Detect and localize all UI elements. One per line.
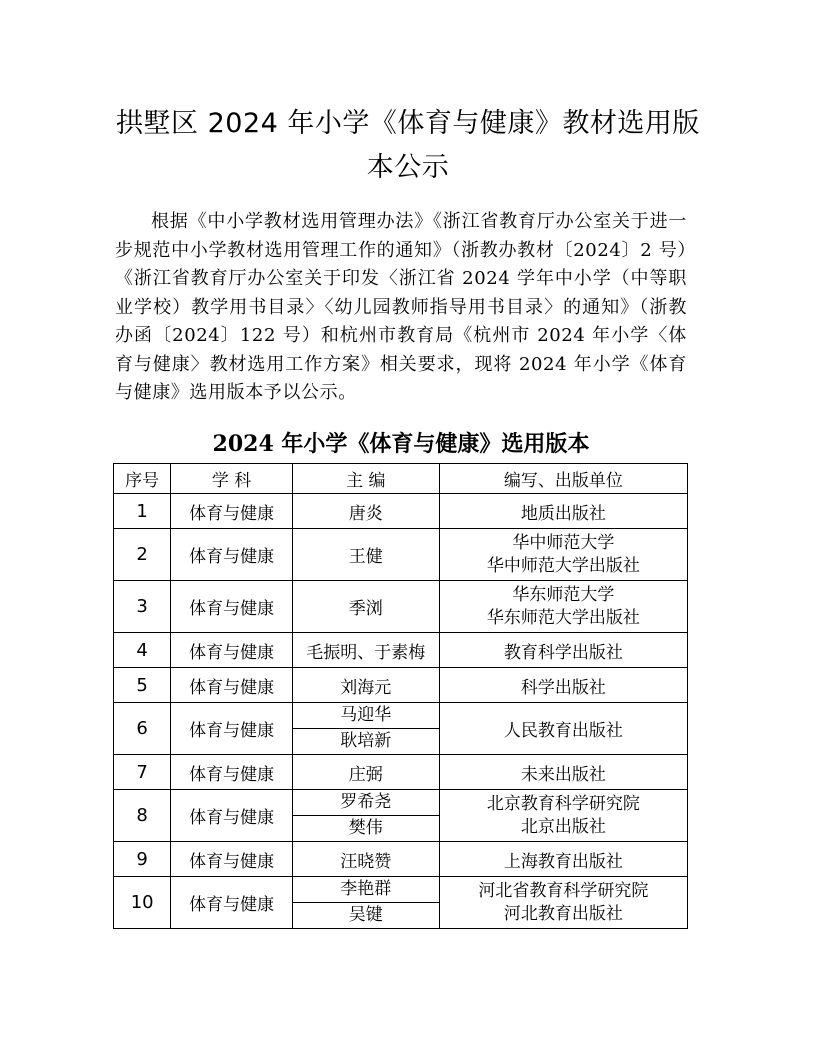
row-no: 9 — [114, 842, 171, 877]
row-no: 1 — [114, 494, 171, 529]
publisher-line: 北京出版社 — [520, 816, 606, 837]
table-row — [114, 877, 688, 929]
table-row — [114, 790, 688, 842]
row-editor — [293, 877, 440, 929]
page-title — [100, 102, 716, 190]
row-subject: 体育与健康 — [171, 877, 293, 929]
row-editor — [293, 790, 440, 842]
row-subject: 体育与健康 — [171, 755, 293, 790]
row-publisher: 未来出版社 — [440, 755, 688, 790]
row-no: 4 — [114, 633, 171, 668]
row-publisher — [440, 790, 688, 842]
editor-line: 李艳群 — [340, 879, 392, 899]
row-editor: 季浏 — [293, 581, 440, 633]
table-header-row — [114, 464, 688, 494]
row-subject: 体育与健康 — [171, 581, 293, 633]
publisher-line: 北京教育科学研究院 — [486, 793, 640, 814]
editor-line: 吴键 — [293, 902, 439, 928]
editor-line: 马迎华 — [340, 705, 392, 725]
table-row — [114, 703, 688, 755]
row-no: 10 — [114, 877, 171, 929]
row-editor: 庄弼 — [293, 755, 440, 790]
row-no: 2 — [114, 529, 171, 581]
row-publisher — [440, 581, 688, 633]
header-editor: 主 编 — [293, 464, 440, 494]
textbook-table — [113, 463, 688, 929]
row-publisher: 教育科学出版社 — [440, 633, 688, 668]
row-publisher: 科学出版社 — [440, 668, 688, 703]
row-no: 8 — [114, 790, 171, 842]
row-publisher — [440, 877, 688, 929]
header-subject: 学 科 — [171, 464, 293, 494]
editor-line: 樊伟 — [293, 815, 439, 841]
row-subject: 体育与健康 — [171, 703, 293, 755]
table-row — [114, 842, 688, 877]
table-row — [114, 494, 688, 529]
table-row — [114, 633, 688, 668]
row-editor: 汪晓赞 — [293, 842, 440, 877]
row-subject: 体育与健康 — [171, 529, 293, 581]
editor-line: 耿培新 — [293, 728, 439, 754]
table-row — [114, 529, 688, 581]
table-row — [114, 668, 688, 703]
row-subject: 体育与健康 — [171, 842, 293, 877]
publisher-line: 华中师范大学 — [512, 532, 615, 553]
row-editor: 唐炎 — [293, 494, 440, 529]
page-title-line-2: 本公示 — [366, 152, 450, 183]
publisher-line: 华中师范大学出版社 — [486, 555, 640, 576]
row-publisher — [440, 529, 688, 581]
header-publisher: 编写、出版单位 — [440, 464, 688, 494]
publisher-line: 河北省教育科学研究院 — [478, 880, 649, 901]
row-no: 7 — [114, 755, 171, 790]
row-no: 6 — [114, 703, 171, 755]
page-title-line-1: 拱墅区 2024 年小学《体育与健康》教材选用版 — [116, 108, 700, 139]
editor-line: 罗希尧 — [340, 792, 392, 812]
row-subject: 体育与健康 — [171, 668, 293, 703]
table-title: 2024 年小学《体育与健康》选用版本 — [212, 431, 590, 457]
publisher-line: 华东师范大学 — [512, 584, 615, 605]
row-publisher: 人民教育出版社 — [440, 703, 688, 755]
row-editor: 刘海元 — [293, 668, 440, 703]
row-editor: 毛振明、于素梅 — [293, 633, 440, 668]
header-no: 序号 — [114, 464, 171, 494]
row-no: 3 — [114, 581, 171, 633]
table-row — [114, 755, 688, 790]
row-publisher: 地质出版社 — [440, 494, 688, 529]
row-editor: 王健 — [293, 529, 440, 581]
table-row — [114, 581, 688, 633]
row-subject: 体育与健康 — [171, 790, 293, 842]
row-no: 5 — [114, 668, 171, 703]
publisher-line: 华东师范大学出版社 — [486, 607, 640, 628]
row-publisher: 上海教育出版社 — [440, 842, 688, 877]
publisher-line: 河北教育出版社 — [503, 903, 623, 924]
row-editor — [293, 703, 440, 755]
intro-paragraph: 根据《中小学教材选用管理办法》《浙江省教育厅办公室关于进一步规范中小学教材选用管理工作的通知》（浙教办教材〔2024〕2 号）《浙江省教育厅办公室关于印发〈浙江省 2024 学年中小学（中等职业学校）教学用书目录〉〈幼儿园教师指导用书目录〉的通知》（浙教办函〔2024〕122 号）和杭州市教育局《杭州市 2024 年小学〈体育与健康〉教材选用工作方案》相关要求，现将 2024 年小学《体育与健康》选用版本予以公示。 — [115, 211, 687, 403]
row-subject: 体育与健康 — [171, 494, 293, 529]
row-subject: 体育与健康 — [171, 633, 293, 668]
